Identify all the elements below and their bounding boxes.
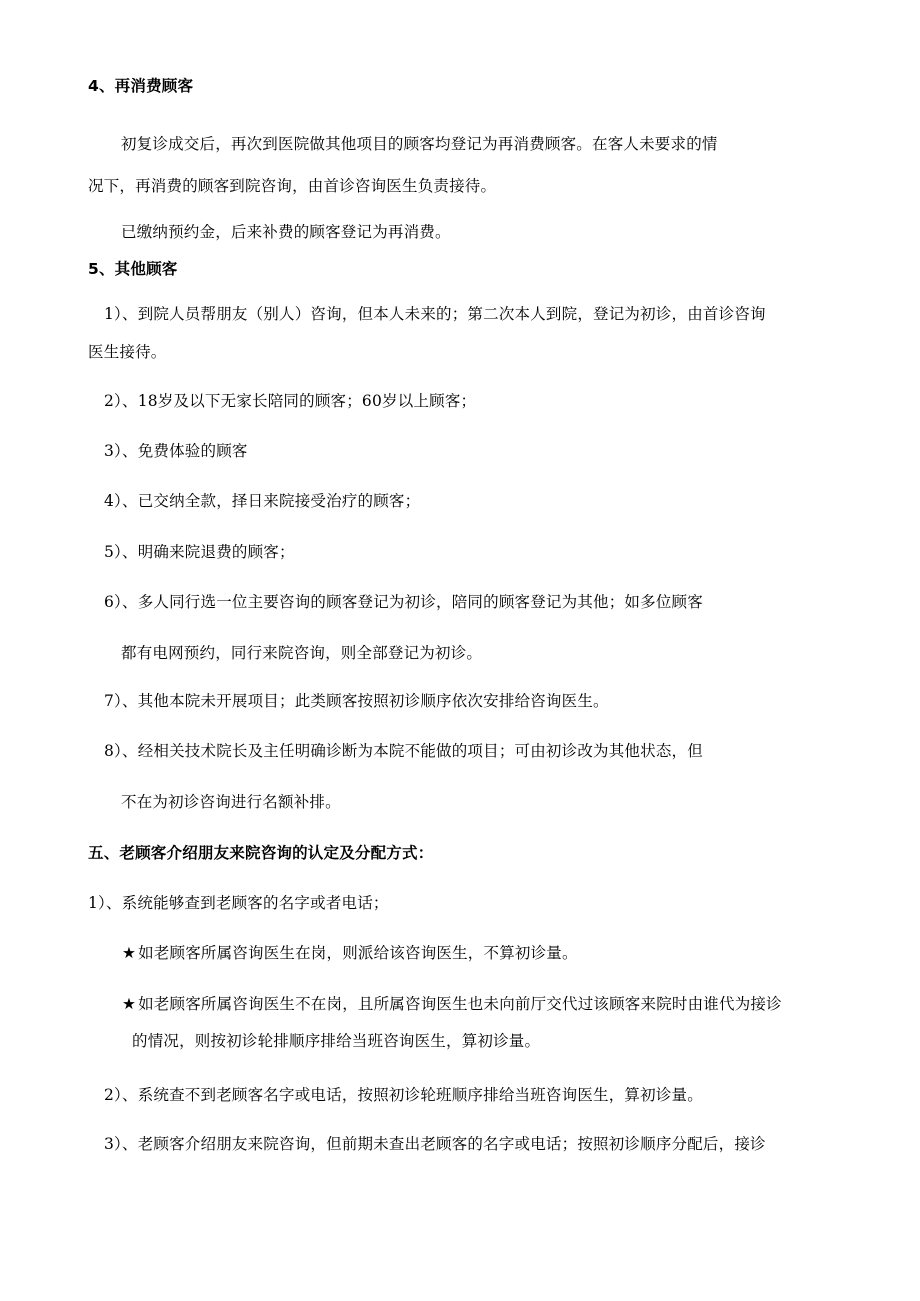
referral-star-point-2-line-1 xyxy=(122,994,782,1014)
referral-item-2: 2）、系统查不到老顾客名字或电话，按照初诊轮班顺序排给当班咨询医生，算初诊量。 xyxy=(104,1086,703,1104)
list-item-1-line-1: 1）、到院人员帮朋友（别人）咨询，但本人未来的；第二次本人到院，登记为初诊，由首诊咨询 xyxy=(104,305,766,323)
referral-item-3: 3）、老顾客介绍朋友来院咨询，但前期未查出老顾客的名字或电话；按照初诊顺序分配后，接诊 xyxy=(104,1135,766,1153)
list-item-4: 4）、已交纳全款，择日来院接受治疗的顾客； xyxy=(104,492,421,510)
section-heading-revisit: 4、再消费顾客 xyxy=(88,77,194,95)
section-heading-other: 5、其他顾客 xyxy=(88,260,178,278)
list-item-6-line-1: 6）、多人同行选一位主要咨询的顾客登记为初诊，陪同的顾客登记为其他；如多位顾客 xyxy=(104,593,703,611)
revisit-paragraph-line-2: 况下，再消费的顾客到院咨询，由首诊咨询医生负责接待。 xyxy=(88,177,497,195)
revisit-paragraph-line-1: 初复诊成交后，再次到医院做其他项目的顾客均登记为再消费顾客。在客人未要求的情 xyxy=(121,135,718,153)
star-icon: ★ xyxy=(122,995,137,1013)
list-item-2: 2）、18岁及以下无家长陪同的顾客；60岁以上顾客； xyxy=(104,392,477,410)
section-heading-referral: 五、老顾客介绍朋友来院咨询的认定及分配方式： xyxy=(88,844,434,862)
star-point-2-text: 如老顾客所属咨询医生不在岗，且所属咨询医生也未向前厅交代过该顾客来院时由谁代为接诊 xyxy=(138,995,782,1013)
referral-star-point-2-line-2: 的情况，则按初诊轮排顺序排给当班咨询医生，算初诊量。 xyxy=(132,1032,541,1050)
list-item-6-line-2: 都有电网预约，同行来院咨询，则全部登记为初诊。 xyxy=(121,644,483,662)
list-item-5: 5）、明确来院退费的顾客； xyxy=(104,543,295,561)
revisit-paragraph-2: 已缴纳预约金，后来补费的顾客登记为再消费。 xyxy=(121,223,451,241)
referral-star-point-1 xyxy=(122,943,578,963)
list-item-1-line-2: 医生接待。 xyxy=(88,343,167,361)
list-item-8-line-1: 8）、经相关技术院长及主任明确诊断为本院不能做的项目；可由初诊改为其他状态，但 xyxy=(104,742,703,760)
list-item-8-line-2: 不在为初诊咨询进行名额补排。 xyxy=(121,793,341,811)
list-item-3: 3）、免费体验的顾客 xyxy=(104,442,248,460)
star-icon: ★ xyxy=(122,944,137,962)
star-point-1-text: 如老顾客所属咨询医生在岗，则派给该咨询医生，不算初诊量。 xyxy=(138,944,578,962)
list-item-7: 7）、其他本院未开展项目；此类顾客按照初诊顺序依次安排给咨询医生。 xyxy=(104,692,609,710)
referral-item-1: 1）、系统能够查到老顾客的名字或者电话； xyxy=(88,894,389,912)
